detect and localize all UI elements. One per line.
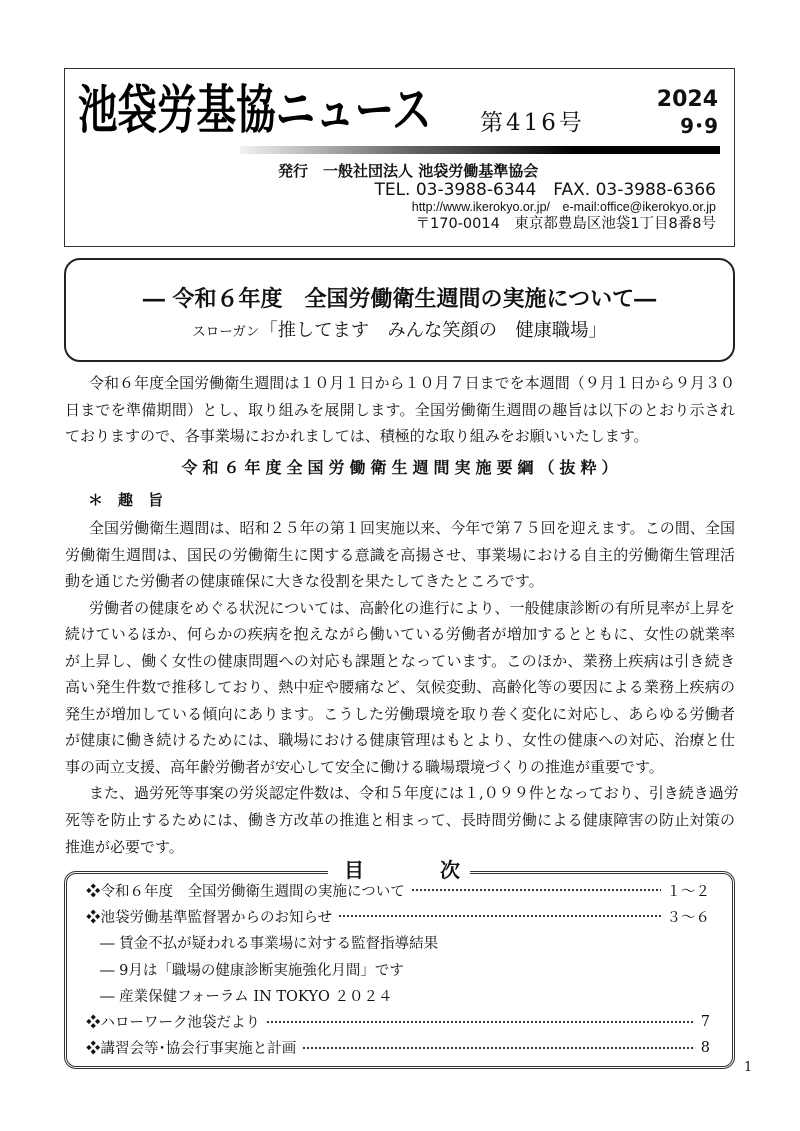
- toc-item: [86, 1035, 710, 1061]
- slogan: [66, 319, 733, 344]
- issue-date: 9･9: [680, 114, 718, 138]
- address: 〒170-0014 東京都豊島区池袋1丁目8番8号: [415, 216, 716, 232]
- page-number: 1: [744, 1060, 753, 1075]
- feature-title: ― 令和６年度 全国労働衛生週間の実施について―: [142, 286, 657, 312]
- toc-item: [86, 877, 710, 903]
- toc-item-label: ❖令和６年度 全国労働衛生週間の実施について: [86, 883, 405, 900]
- body-line: また、過労死等事案の労災認定件数は、令和５年度には１,０９９件となっており、引き続き過労: [89, 784, 739, 803]
- toc-item-pages: 7: [700, 1013, 710, 1030]
- section-label: ＊ 趣 旨: [88, 491, 164, 509]
- body-line: 労働衛生週間は、国民の労働衛生に関する意識を高揚させ、事業場における自主的労働衛生管理活: [65, 545, 735, 564]
- slogan-text: 「推してます みんな笑顔の 健康職場」: [259, 320, 607, 341]
- toc-subitem: [86, 956, 710, 982]
- publisher: 発行 一般社団法人 池袋労働基準協会: [278, 162, 539, 180]
- body-line: 死等を防止するためには、働き方改革の推進と相まって、長時間労働による健康障害の防止対策の: [65, 811, 735, 830]
- body-line: 続けているほか、何らかの疾病を抱えながら働いている労働者が増加するとともに、女性の就業率: [65, 625, 735, 644]
- gradient-rule: [240, 146, 720, 154]
- intro-line: 日までを準備期間）とし、取り組みを展開します。全国労働衛生週間の趣旨は以下のとおり示され: [65, 400, 735, 419]
- toc-subitem: [86, 930, 710, 956]
- newsletter-title: 池袋労基協ニュース: [78, 81, 432, 141]
- body-line: 動を通じた労働者の健康確保に大きな役割を果たしてきたところです。: [65, 572, 544, 591]
- body-line: が健康に働き続けるためには、職場における健康管理はもとより、女性の健康への対応、治療と仕: [65, 731, 735, 750]
- leader-dots: [302, 1044, 695, 1052]
- body-line: 発生が増加している傾向にあります。こうした労働環境を取り巻く変化に対応し、あらゆる労働者: [65, 704, 735, 723]
- body-line: 事の両立支援、高年齢労働者が安心して安全に働ける職場環境づくりの推進が重要です。: [65, 757, 664, 776]
- intro-paragraph: [65, 370, 735, 450]
- toc-subitem-label: ― 賃金不払が疑われる事業場に対する監督指導結果: [100, 936, 439, 953]
- body-line: 推進が必要です。: [65, 837, 184, 856]
- toc-list: [86, 877, 710, 1061]
- issue-number: 第416号: [480, 110, 585, 136]
- leader-dots: [338, 912, 660, 920]
- toc-item-label: ❖池袋労働基準監督署からのお知らせ: [86, 909, 333, 926]
- toc-item-pages: 8: [700, 1039, 710, 1056]
- body-line: が上昇し、働く女性の健康問題への対応も課題となっています。このほか、業務上疾病は引き続き: [65, 651, 735, 670]
- body-line: 労働者の健康をめぐる状況については、高齢化の進行により、一般健康診断の有所見率が上昇を: [89, 598, 735, 617]
- toc-subitem-label: ― 産業保健フォーラム IN TOKYO ２０２４: [100, 988, 393, 1005]
- tel-fax: TEL. 03-3988-6344 FAX. 03-3988-6366: [374, 180, 716, 200]
- web-email: http://www.ikerokyo.or.jp/ e-mail:office@ikerokyo.or.jp: [411, 200, 716, 214]
- toc-subitem: [86, 982, 710, 1008]
- outline-body: [65, 515, 739, 860]
- intro-line: 令和６年度全国労働衛生週間は１０月１日から１０月７日までを本週間（９月１日から９月３０: [89, 374, 735, 392]
- issue-year: 2024: [656, 87, 718, 112]
- slogan-label: スローガン: [192, 324, 260, 340]
- body-line: 全国労働衛生週間は、昭和２５年の第１回実施以来、今年で第７５回を迎えます。この間、全国: [89, 519, 735, 537]
- toc-item: [86, 903, 710, 929]
- toc-item: [86, 1008, 710, 1034]
- leader-dots: [411, 886, 661, 894]
- body-line: 高い発生件数で推移しており、熱中症や腰痛など、気候変動、高齢化等の要因による業務上疾病の: [65, 678, 735, 697]
- feature-box: [64, 258, 735, 362]
- toc-item-pages: １～２: [666, 883, 710, 900]
- intro-line: ておりますので、各事業場におかれましては、積極的な取り組みをお願いいたします。: [65, 427, 649, 446]
- toc-title: 目 次: [328, 857, 470, 883]
- toc-item-label: ❖講習会等･協会行事実施と計画: [86, 1041, 297, 1058]
- toc-item-label: ❖ハローワーク池袋だより: [86, 1015, 260, 1032]
- masthead: [64, 68, 735, 247]
- toc-item-pages: ３～６: [666, 909, 710, 926]
- outline-heading: 令和６年度全国労働衛生週間実施要綱（抜粋）: [181, 458, 623, 477]
- leader-dots: [266, 1018, 695, 1026]
- toc-subitem-label: ― 9月は「職場の健康診断実施強化月間」です: [100, 962, 404, 979]
